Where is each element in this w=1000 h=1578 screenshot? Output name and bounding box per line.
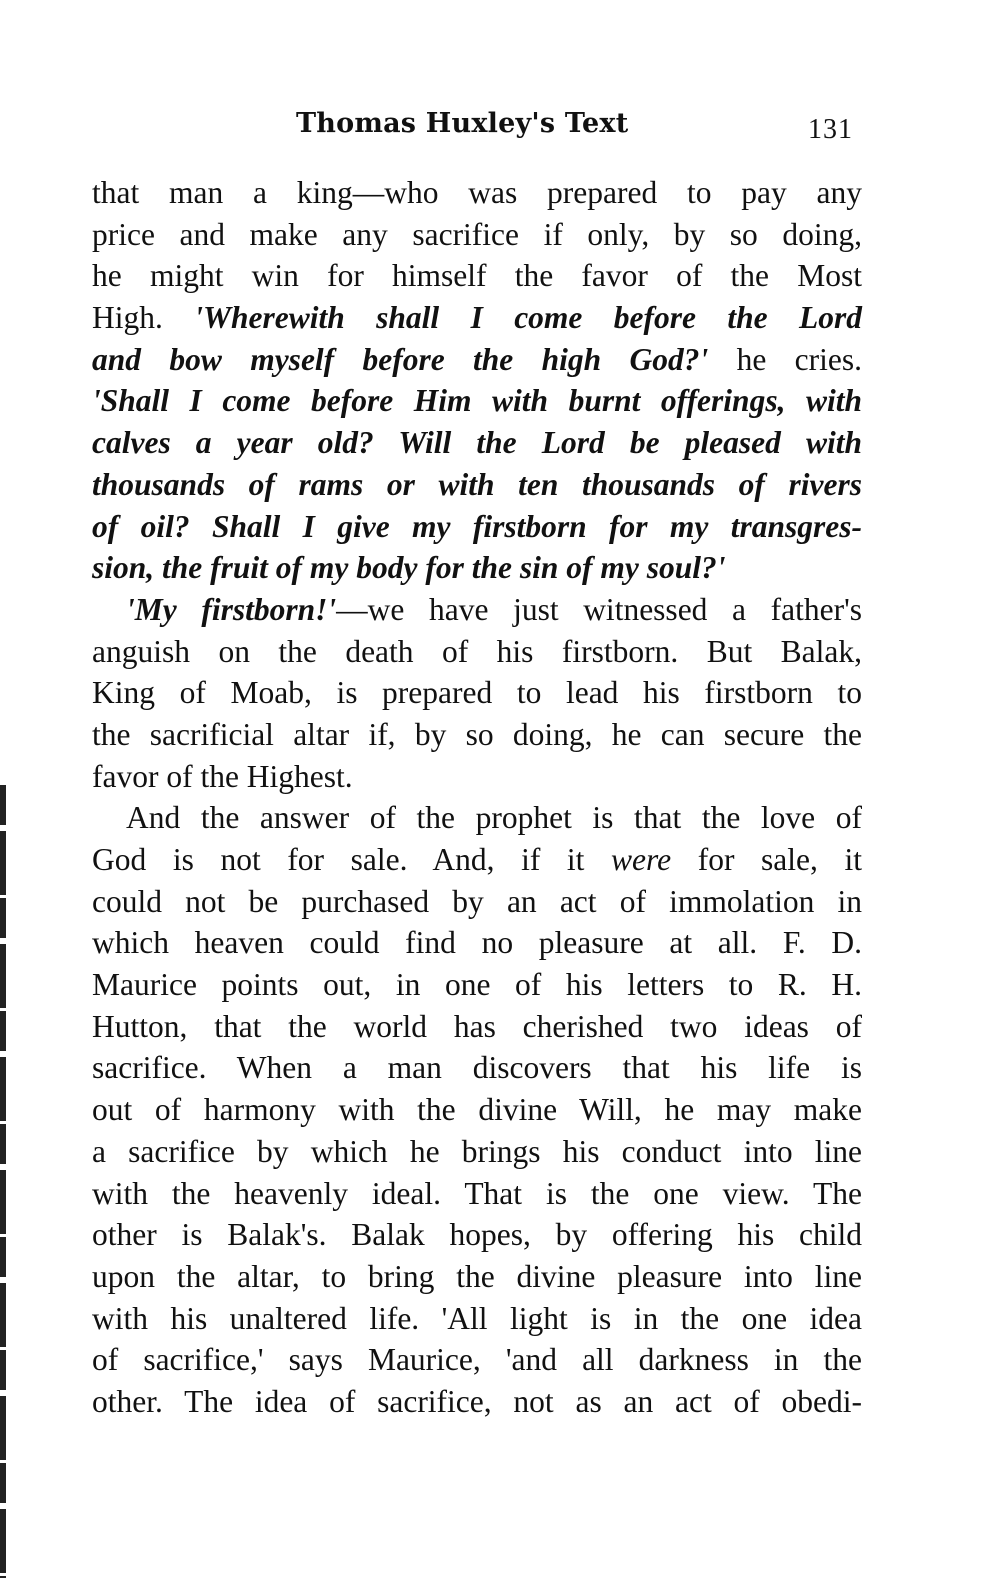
- body-text: [92, 172, 862, 1423]
- text-line: Maurice points out, in one of his letters to R. H.: [92, 967, 862, 1003]
- page-edge-shadow: [0, 785, 6, 1578]
- text-line: thousands of rams or with ten thousands of rivers: [92, 466, 862, 502]
- text-line: and bow myself before the high God?' he cries.: [92, 341, 862, 377]
- running-head: [0, 108, 1000, 148]
- text-line: Hutton, that the world has cherished two ideas of: [92, 1008, 862, 1044]
- text-line: 'My firstborn!'—we have just witnessed a father's: [126, 591, 862, 627]
- text-line: anguish on the death of his firstborn. But Balak,: [92, 633, 862, 669]
- text-line: a sacrifice by which he brings his conduct into line: [92, 1133, 862, 1169]
- text-line: out of harmony with the divine Will, he may make: [92, 1092, 862, 1128]
- text-line: he might win for himself the favor of the Most: [92, 258, 862, 294]
- text-line: could not be purchased by an act of immolation in: [92, 883, 862, 919]
- page-number: 131: [808, 114, 853, 145]
- text-line: price and make any sacrifice if only, by so doing,: [92, 216, 862, 252]
- text-line: High. 'Wherewith shall I come before the Lord: [92, 300, 862, 336]
- text-line: God is not for sale. And, if it were for sale, it: [92, 842, 862, 877]
- text-line: other. The idea of sacrifice, not as an act of obedi-: [92, 1383, 862, 1419]
- text-line: favor of the Highest.: [92, 758, 353, 794]
- text-line: the sacrificial altar if, by so doing, he can secure the: [92, 716, 862, 752]
- text-line: of sacrifice,' says Maurice, 'and all darkness in the: [92, 1342, 862, 1378]
- running-head-title: Thomas Huxley's Text: [296, 108, 629, 139]
- text-line: calves a year old? Will the Lord be pleased with: [92, 425, 862, 461]
- text-line: sacrifice. When a man discovers that his life is: [92, 1050, 862, 1086]
- text-line: with the heavenly ideal. That is the one view. The: [92, 1175, 862, 1211]
- text-line: other is Balak's. Balak hopes, by offering his child: [92, 1217, 862, 1253]
- text-line: which heaven could find no pleasure at all. F. D.: [92, 925, 862, 961]
- text-line: that man a king—who was prepared to pay any: [92, 175, 862, 210]
- text-line: upon the altar, to bring the divine pleasure into line: [92, 1258, 862, 1294]
- text-line: 'Shall I come before Him with burnt offerings, with: [92, 383, 862, 419]
- text-line: King of Moab, is prepared to lead his firstborn to: [92, 675, 862, 711]
- text-line: of oil? Shall I give my firstborn for my transgres-: [92, 508, 862, 544]
- text-line: with his unaltered life. 'All light is in the one idea: [92, 1300, 862, 1336]
- text-line: sion, the fruit of my body for the sin of my soul?': [92, 550, 726, 586]
- text-line: And the answer of the prophet is that the love of: [126, 800, 862, 836]
